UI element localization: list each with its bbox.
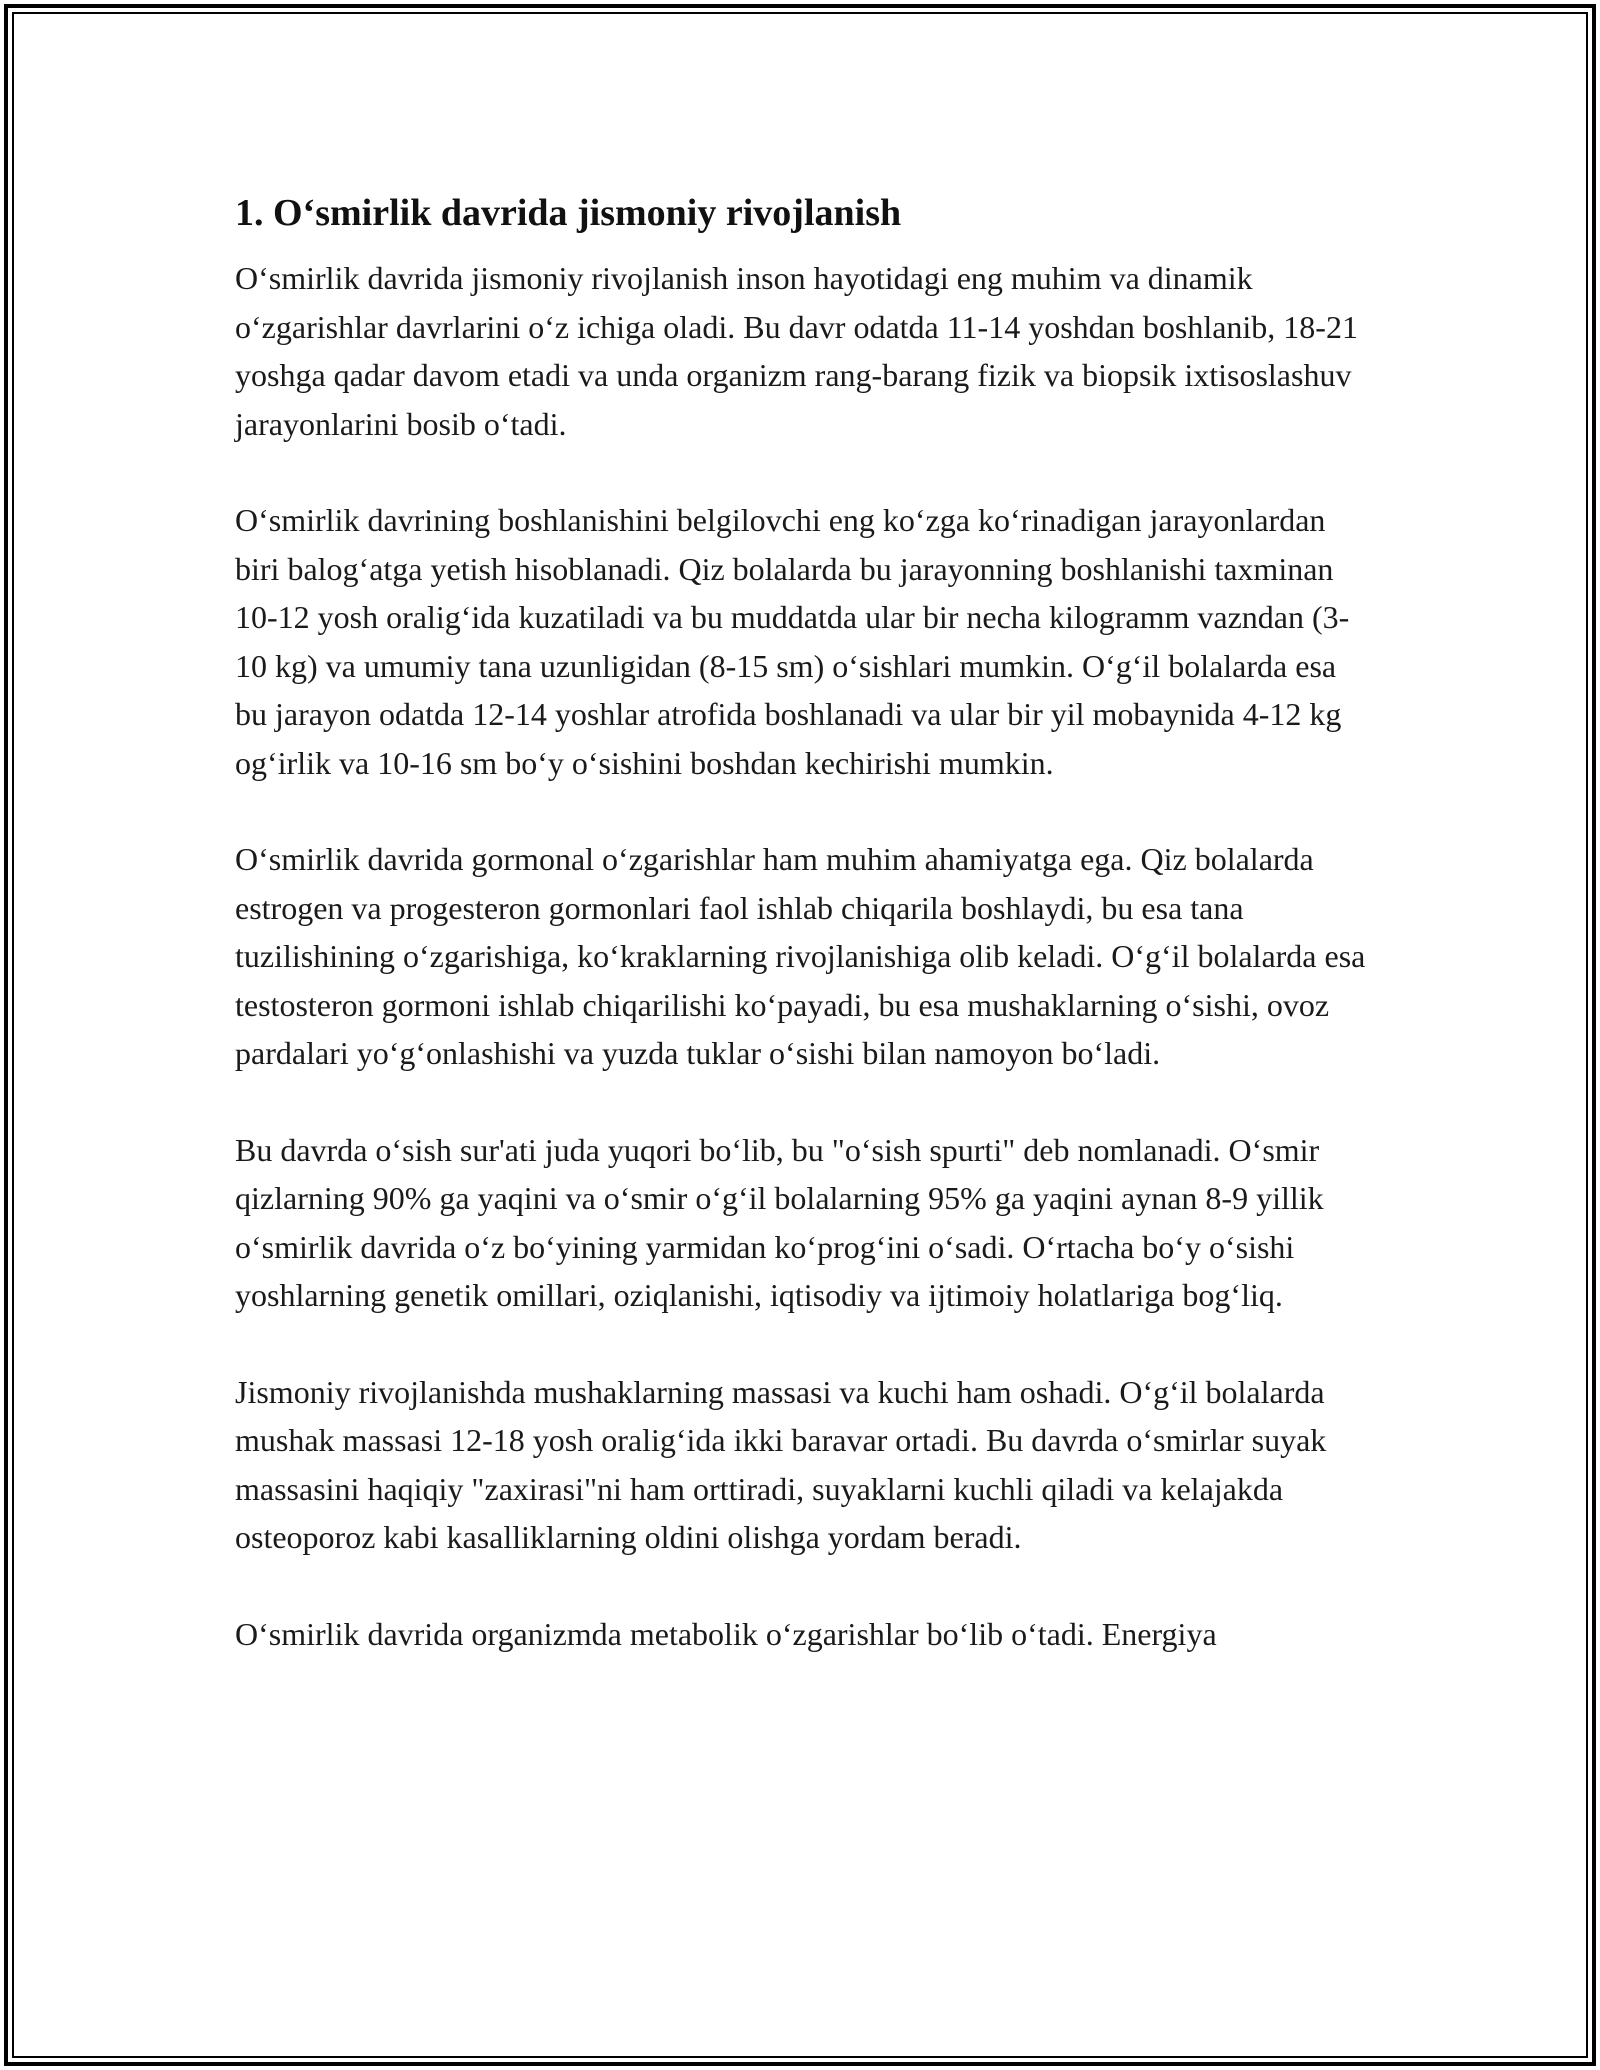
paragraph-muscle-bone: Jismoniy rivojlanishda mushaklarning massasi va kuchi ham oshadi. O‘g‘il bolalarda mushak massasi 12-18 yosh oralig‘ida ikki baravar ortadi. Bu davrda o‘smirlar suyak massasini haqiqiy "zaxirasi"ni ham orttiradi, suyaklarni kuchli qiladi va kelajakda osteoporoz kabi kasalliklarning oldini olishga yordam beradi. — [235, 1373, 1327, 1555]
paragraph-puberty: O‘smirlik davrining boshlanishini belgilovchi eng ko‘zga ko‘rinadigan jarayonlardan biri balog‘atga yetish hisoblanadi. Qiz bolalarda bu jarayonning boshlanishi taxminan 10-12 yosh oralig‘ida kuzatiladi va bu muddatda ular bir necha kilogramm vazndan (3-10 kg) va umumiy tana uzunligidan (8-15 sm) o‘sishlari mumkin. O‘g‘il bolalarda esa bu jarayon odatda 12-14 yoshlar atrofida boshlanadi va ular bir yil mobaynida 4-12 kg og‘irlik va 10-16 sm bo‘y o‘sishini boshdan kechirishi mumkin. — [235, 502, 1350, 781]
section-heading: 1. O‘smirlik davrida jismoniy rivojlanish — [235, 192, 902, 234]
paragraph-metabolic: O‘smirlik davrida organizmda metabolik o‘zgarishlar bo‘lib o‘tadi. Energiya — [235, 1615, 1217, 1652]
paragraph-hormonal: O‘smirlik davrida gormonal o‘zgarishlar ham muhim ahamiyatga ega. Qiz bolalarda estrogen va progesteron gormonlari faol ishlab chiqarila boshlaydi, bu esa tana tuzilishining o‘zgarishiga, ko‘kraklarning rivojlanishiga olib keladi. O‘g‘il bolalarda esa testosteron gormoni ishlab chiqarilishi ko‘payadi, bu esa mushaklarning o‘sishi, ovoz pardalari yo‘g‘onlashishi va yuzda tuklar o‘sishi bilan namoyon bo‘ladi. — [235, 841, 1366, 1071]
paragraph-growth-spurt: Bu davrda o‘sish sur'ati juda yuqori bo‘lib, bu "o‘sish spurti" deb nomlanadi. O‘smir qizlarning 90% ga yaqini va o‘smir o‘g‘il bolalarning 95% ga yaqini aynan 8-9 yillik o‘smirlik davrida o‘z bo‘yining yarmidan ko‘prog‘ini o‘sadi. O‘rtacha bo‘y o‘sishi yoshlarning genetik omillari, oziqlanishi, iqtisodiy va ijtimoiy holatlariga bog‘liq. — [235, 1131, 1324, 1313]
paragraph-intro: O‘smirlik davrida jismoniy rivojlanish inson hayotidagi eng muhim va dinamik o‘zgarishlar davrlarini o‘z ichiga oladi. Bu davr odatda 11-14 yoshdan boshlanib, 18-21 yoshga qadar davom etadi va unda organizm rang-barang fizik va biopsik ixtisoslashuv jarayonlarini bosib o‘tadi. — [235, 260, 1358, 442]
document-body — [235, 183, 1370, 1706]
